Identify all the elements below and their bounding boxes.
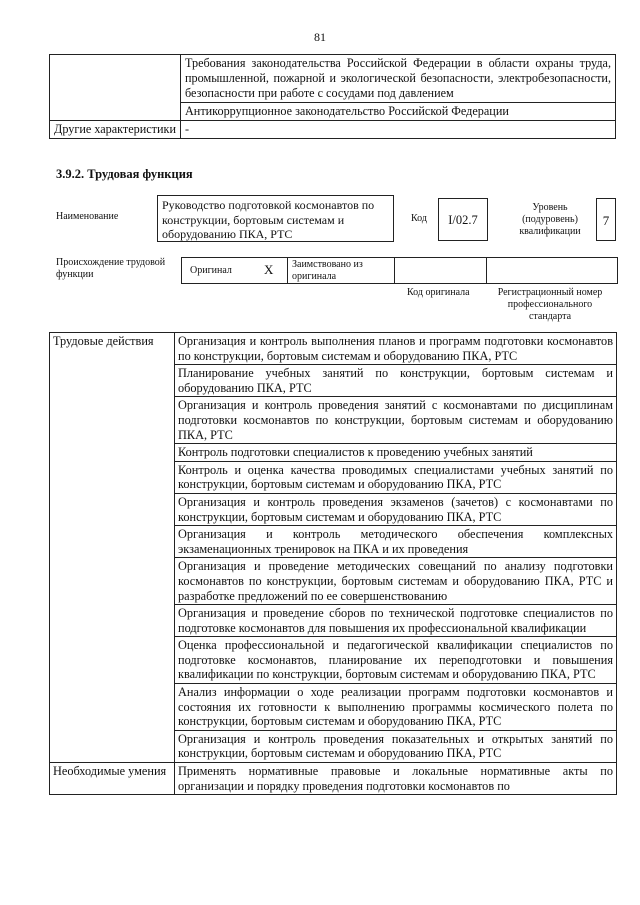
row-label bbox=[50, 55, 181, 121]
borrowed-label: Заимствовано из оригинала bbox=[292, 259, 363, 282]
section-title: 3.9.2. Трудовая функция bbox=[56, 167, 193, 181]
level-label: Уровень (подуровень) квалификации bbox=[519, 202, 581, 237]
page-number: 81 bbox=[314, 30, 326, 44]
labor-action: Организация и контроль проведения занятий с космонавтами по дисциплинам подготовки космонавтов по конструкции, бортовым системам и оборудованию ПКА, РТС bbox=[175, 397, 617, 444]
level-box: 7 bbox=[596, 198, 616, 241]
code-box: I/02.7 bbox=[438, 198, 488, 241]
origin-label: Происхождение трудовой функции bbox=[56, 257, 166, 280]
divider bbox=[287, 258, 288, 283]
labor-action: Организация и контроль методического обеспечения комплексных экзаменационных тренировок на ПКА и их проведения bbox=[175, 526, 617, 558]
row-label: Другие характеристики bbox=[50, 121, 181, 139]
labor-action: Организация и контроль проведения экзаменов (зачетов) с космонавтами по конструкции, бортовым системам и оборудованию ПКА, РТС bbox=[175, 493, 617, 525]
table-row bbox=[50, 333, 617, 365]
table-cell: - bbox=[181, 121, 616, 139]
labor-actions-label: Трудовые действия bbox=[50, 333, 175, 763]
table-row bbox=[50, 121, 616, 139]
code-label: Код bbox=[411, 213, 427, 224]
skill: Применять нормативные правовые и локальные нормативные акты по организации и порядку проведения подготовки космонавтов по bbox=[175, 763, 617, 795]
original-mark: X bbox=[264, 262, 274, 277]
name-label: Наименование bbox=[56, 211, 119, 222]
labor-action: Контроль подготовки специалистов к проведению учебных занятий bbox=[175, 444, 617, 462]
labor-action: Оценка профессиональной и педагогической квалификации специалистов по подготовке космонавтов, планирование их переподготовки и повышения квалификации по конструкции, бортовым системам и оборудованию ПКА, РТС bbox=[175, 637, 617, 684]
table-row bbox=[50, 55, 616, 103]
labor-action: Организация и контроль проведения показательных и открытых занятий по конструкции, бортовым системам и оборудованию ПКА, РТС bbox=[175, 730, 617, 762]
table-cell: Антикоррупционное законодательство Российской Федерации bbox=[181, 103, 616, 121]
labor-action: Организация и проведение сборов по технической подготовке специалистов по подготовке космонавтов для повышения их профессиональной квалификации bbox=[175, 605, 617, 637]
labor-function-table bbox=[49, 332, 617, 795]
labor-action: Организация и контроль выполнения планов и программ подготовки космонавтов по конструкции, бортовым системам и оборудованию ПКА, РТС bbox=[175, 333, 617, 365]
requirements-table bbox=[49, 54, 616, 139]
reg-number-label: Регистрационный номер профессионального стандарта bbox=[497, 287, 603, 322]
labor-action: Анализ информации о ходе реализации программ подготовки космонавтов и состояния их готовности к выполнению программы космического полета по конструкции, бортовым системам и оборудованию ПКА, РТС bbox=[175, 684, 617, 731]
labor-action: Контроль и оценка качества проводимых специалистами учебных занятий по конструкции, бортовым системам и оборудованию ПКА, РТС bbox=[175, 461, 617, 493]
table-cell: Требования законодательства Российской Федерации в области охраны труда, промышленной, пожарной и экологической безопасности, электробезопасности, безопасности при работе с сосудами под давлением bbox=[181, 55, 616, 103]
divider bbox=[486, 258, 487, 283]
code-original-label: Код оригинала bbox=[407, 287, 470, 298]
labor-action: Организация и проведение методических совещаний по анализу подготовки космонавтов по конструкции, бортовым системам и оборудованию ПКА, РТС и разработке предложений по ее совершенствованию bbox=[175, 558, 617, 605]
skills-label: Необходимые умения bbox=[50, 763, 175, 795]
table-row bbox=[50, 763, 617, 795]
function-name-box: Руководство подготовкой космонавтов по конструкции, бортовым системам и оборудованию ПКА, РТС bbox=[157, 195, 394, 242]
labor-action: Планирование учебных занятий по конструкции, бортовым системам и оборудованию ПКА, РТС bbox=[175, 365, 617, 397]
divider bbox=[394, 258, 395, 283]
original-label: Оригинал bbox=[190, 265, 232, 276]
origin-box bbox=[181, 257, 618, 284]
